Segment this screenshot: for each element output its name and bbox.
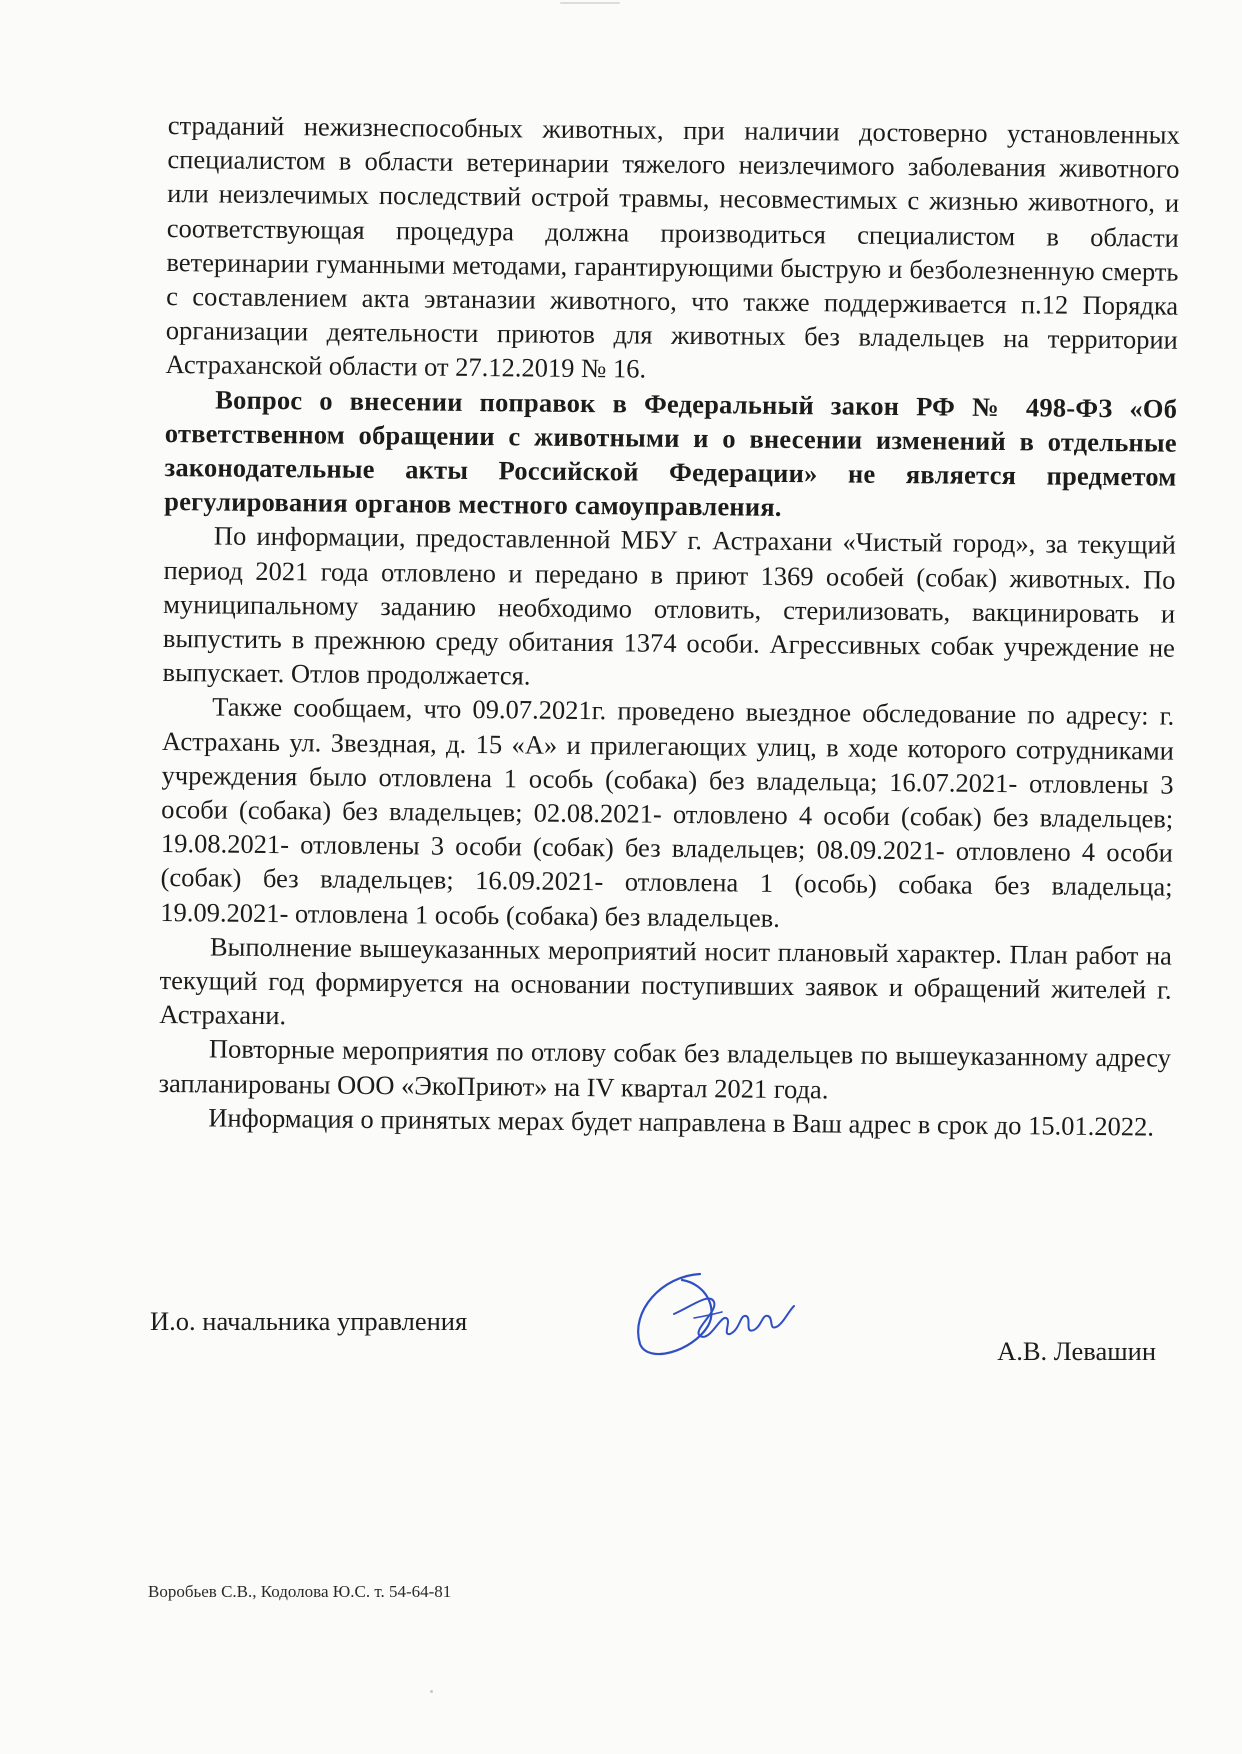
scan-speck <box>560 2 620 4</box>
paragraph-deadline: Информация о принятых мерах будет направлена в Ваш адрес в срок до 15.01.2022. <box>208 1102 1155 1142</box>
letter-body <box>158 108 1180 1144</box>
paragraph-continuation: страданий нежизнеспособных животных, при наличии достоверно установленных специалистом в области ветеринарии тяжелого неизлечимого заболевания животного или неизлечимых последствий острой травмы, несовместимых с жизнью животного, и соответствующая процедура должна производиться специалистом в области ветеринарии гуманными методами, гарантирующими быструю и безболезненную смерть с составлением акта эвтаназии животного, что также поддерживается п.12 Порядка организации деятельности приютов для животных без владельцев на территории Астраханской области от 27.12.2019 № 16. <box>165 109 1180 385</box>
paragraph-inspection-details: Также сообщаем, что 09.07.2021г. проведено выездное обследование по адресу: г. Астрахань ул. Звездная, д. 15 «А» и прилегающих улиц, в ходе которого сотрудниками учреждения было отловлена 1 особь (собака) без владельца; 16.07.2021- отловлены 3 особи (собака) без владельцев; 02.08.2021- отловлено 4 особи (собак) без владельцев; 19.08.2021- отловлены 3 особи (собак) без владельцев; 08.09.2021- отловлено 4 особи (собак) без владельцев; 16.09.2021- отловлена 1 (особь) собака без владельца; 19.09.2021- отловлена 1 особь (собака) без владельцев. <box>160 691 1175 933</box>
signature-block <box>150 1256 1156 1366</box>
signatory-name: А.В. Левашин <box>997 1336 1156 1366</box>
signatory-position: И.о. начальника управления <box>150 1306 468 1336</box>
executor-contact: Воробьев С.В., Кодолова Ю.С. т. 54-64-81 <box>148 1582 452 1601</box>
paragraph-capture-stats: По информации, предоставленной МБУ г. Астрахани «Чистый город», за текущий период 2021 года отловлено и передано в приют 1369 особей (собак) животных. По муниципальному заданию необходимо отловить, стерилизовать, вакцинировать и выпустить в прежнюю среду обитания 1374 особи. Агрессивных собак учреждение не выпускает. Отлов продолжается. <box>162 520 1176 691</box>
scan-speck <box>430 1690 433 1693</box>
paragraph-bold-statement: Вопрос о внесении поправок в Федеральный закон РФ № 498-ФЗ «Об ответственном обращении с животными и о внесении изменений в отдельные законодательные акты Российской Федерации» не является предметом регулирования органов местного самоуправления. <box>164 384 1178 523</box>
handwritten-signature-icon <box>622 1256 822 1366</box>
paragraph-planned-work: Выполнение вышеуказанных мероприятий носит плановый характер. План работ на текущий год формируется на основании поступивших заявок и обращений жителей г. Астрахани. <box>159 931 1173 1031</box>
paragraph-repeat-measures: Повторные мероприятия по отлову собак без владельцев по вышеуказанному адресу запланированы ООО «ЭкоПриют» на IV квартал 2021 года. <box>158 1033 1172 1105</box>
